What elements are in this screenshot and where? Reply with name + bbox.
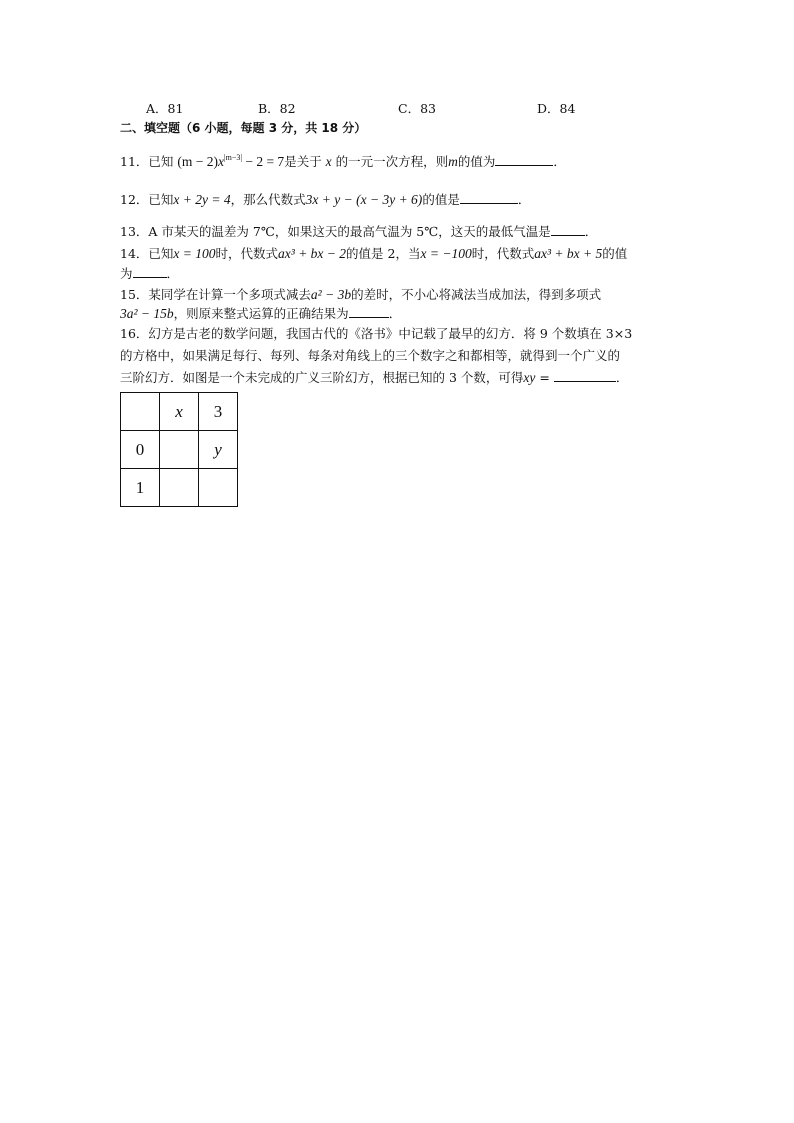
q11-end: 的值为 — [457, 154, 496, 169]
option-c: C．83 — [398, 101, 436, 116]
q14-text-a: 14．已知 — [120, 246, 174, 261]
question-16-line-1: 16．幻方是古老的数学问题，我国古代的《洛书》中记载了最早的幻方．将 9 个数填在 3×3 — [120, 326, 633, 341]
q14-text-c: 的值是 2，当 — [346, 246, 421, 261]
question-12 — [120, 192, 530, 208]
q12-condition: x + 2y = 4 — [173, 192, 231, 207]
q11-exponent: |m−3| — [224, 153, 242, 162]
q14-line-2-text: 为 — [120, 266, 133, 281]
q12-pre: 已知 — [148, 192, 174, 207]
grid-cell: x — [160, 393, 199, 431]
answer-blank — [495, 164, 553, 166]
grid-cell: 3 — [199, 393, 238, 431]
q11-eq-right: − 2 = 7 — [241, 154, 285, 169]
q11-period: ． — [553, 154, 566, 169]
q11-mid: 是关于 — [284, 154, 326, 169]
answer-blank — [460, 202, 518, 204]
grid-row — [121, 393, 238, 431]
q11-number: 11． — [120, 154, 149, 169]
q14-expr-2: ax³ + bx + 5 — [534, 246, 603, 261]
grid-cell: 1 — [121, 469, 160, 507]
q11-post: 的一元一次方程，则 — [331, 154, 449, 169]
grid-cell — [199, 469, 238, 507]
q11-equation — [177, 154, 284, 169]
q14-period: ． — [166, 266, 180, 281]
question-15-line-2 — [120, 306, 401, 322]
grid-row — [121, 469, 238, 507]
question-13 — [120, 224, 597, 240]
answer-blank — [349, 316, 389, 318]
q16-period: ． — [615, 370, 629, 385]
q14-text-b: 时，代数式 — [215, 246, 279, 261]
q11-x: x — [325, 154, 332, 169]
q11-m: m — [448, 154, 458, 169]
grid-cell: y — [199, 431, 238, 469]
q13-period: ． — [584, 224, 598, 239]
option-b: B．82 — [258, 101, 296, 116]
question-14-line-1 — [120, 246, 627, 262]
question-16-line-3 — [120, 370, 628, 386]
q15-text-b: 的差时，不小心将减法当成加法，得到多项式 — [351, 287, 602, 302]
question-16-line-2: 的方格中，如果满足每行、每列、每条对角线上的三个数字之和都相等，就得到一个广义的 — [120, 348, 621, 363]
grid-cell — [121, 393, 160, 431]
q14-expr-1: ax³ + bx − 2 — [278, 246, 347, 261]
grid-cell: 0 — [121, 431, 160, 469]
q15-text-a: 15．某同学在计算一个多项式减去 — [120, 287, 311, 302]
answer-blank — [133, 276, 167, 278]
q14-cond-2: x = −100 — [420, 246, 472, 261]
grid-cell — [160, 431, 199, 469]
q12-mid: ，那么代数式 — [230, 192, 306, 207]
q12-period: ． — [517, 192, 531, 207]
grid-cell — [160, 469, 199, 507]
q11-eq-left: (m − 2) — [177, 154, 219, 169]
answer-blank — [554, 380, 616, 382]
option-d: D．84 — [537, 101, 576, 116]
q11-var: x — [218, 154, 225, 169]
q16-line-3-text: 三阶幻方．如图是一个未完成的广义三阶幻方，根据已知的 3 个数，可得 — [120, 370, 524, 385]
question-15-line-1 — [120, 287, 601, 303]
q16-eq: = — [535, 370, 554, 385]
answer-blank — [551, 234, 585, 236]
q12-expression: 3x + y − (x − 3y + 6) — [305, 192, 423, 207]
magic-square-grid — [120, 392, 238, 507]
question-11 — [120, 150, 566, 170]
q11-pre: 已知 — [148, 154, 174, 169]
q15-period: ． — [388, 306, 402, 321]
q13-text: 13．A 市某天的温差为 7℃，如果这天的最高气温为 5℃，这天的最低气温是 — [120, 224, 551, 239]
q12-number: 12． — [120, 192, 149, 207]
q14-cond-1: x = 100 — [173, 246, 216, 261]
grid-row — [121, 431, 238, 469]
q15-expr-2: 3a² − 15b — [120, 306, 174, 321]
section-title: 二、填空题（6 小题，每题 3 分，共 18 分） — [120, 121, 367, 135]
question-14-line-2 — [120, 266, 179, 282]
option-a: A．81 — [146, 101, 184, 116]
q14-text-e: 的值 — [602, 246, 628, 261]
q16-ask: xy — [523, 370, 536, 385]
q15-line-2-text: ，则原来整式运算的正确结果为 — [173, 306, 349, 321]
q14-text-d: 时，代数式 — [471, 246, 535, 261]
q15-expr-1: a² − 3b — [310, 287, 352, 302]
q12-end: 的值是 — [422, 192, 460, 207]
